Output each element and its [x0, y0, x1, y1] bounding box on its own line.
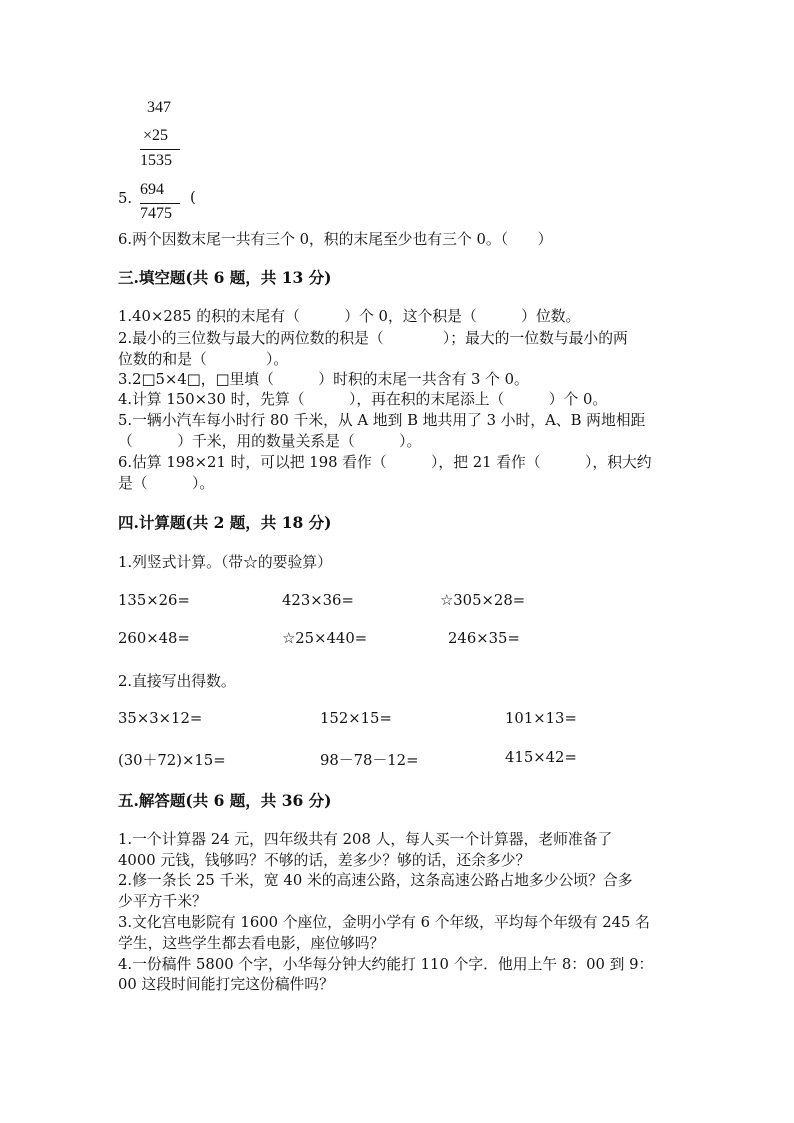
answer-line-7: 4.一份稿件 5800 个字，小华每分钟大约能打 110 个字．他用上午 8：00 到 9： — [118, 956, 654, 973]
final-product: 7475 — [140, 205, 172, 222]
fill-line-7: （ ）千米，用的数量关系是（ ）。 — [118, 433, 422, 450]
answer-line-6: 学生，这些学生都去看电影，座位够吗？ — [118, 935, 385, 952]
direct-calc-item: (30＋72)×15= — [118, 752, 226, 769]
fill-line-2: 2.最小的三位数与最大的两位数的积是（ ）；最大的一位数与最小的两 — [118, 330, 628, 347]
fill-line-1: 1.40×285 的积的末尾有（ ）个 0，这个积是（ ）位数。 — [118, 308, 581, 325]
calc-item: 260×48= — [118, 630, 190, 647]
answer-line-3: 2.修一条长 25 千米，宽 40 米的高速公路，这条高速公路占地多少公顷？合多 — [118, 872, 633, 889]
answer-line-2: 4000 元钱，钱够吗？不够的话，差多少？够的话，还余多少？ — [118, 852, 531, 869]
calc-item: ☆305×28= — [440, 592, 526, 609]
multiplicand: 347 — [147, 99, 171, 116]
calc-item: ☆25×440= — [282, 630, 368, 647]
fill-line-3: 位数的和是（ ）。 — [118, 351, 289, 368]
fill-line-9: 是（ ）。 — [118, 475, 215, 492]
fill-line-5: 4.计算 150×30 时，先算（ ），再在积的末尾添上（ ）个 0。 — [118, 391, 608, 408]
direct-calc-item: 101×13= — [505, 710, 577, 727]
section-5-title: 五.解答题(共 6 题，共 36 分) — [118, 791, 332, 810]
direct-calc-item: 152×15= — [320, 710, 392, 727]
answer-line-5: 3.文化宫电影院有 1600 个座位，金明小学有 6 个年级，平均每个年级有 245 名 — [118, 914, 650, 931]
direct-calc-item: 35×3×12= — [118, 710, 203, 727]
calc-item: 246×35= — [448, 630, 520, 647]
multiplier: ×25 — [143, 127, 169, 144]
direct-calc-item: 98－78－12= — [320, 752, 419, 769]
section-3-title: 三.填空题(共 6 题，共 13 分) — [118, 268, 332, 287]
calc-question-2: 2.直接写出得数。 — [118, 673, 236, 690]
fill-line-6: 5.一辆小汽车每小时行 80 千米，从 A 地到 B 地共用了 3 小时，A、B 两地相距 — [118, 412, 646, 429]
calc-question-1: 1.列竖式计算。（带☆的要验算） — [118, 554, 332, 571]
judgement-item-6: 6.两个因数末尾一共有三个 0，积的末尾至少也有三个 0。（ ） — [118, 231, 553, 248]
item-5-number: 5. — [118, 190, 133, 207]
answer-line-8: 00 这段时间能打完这份稿件吗？ — [118, 976, 334, 993]
direct-calc-item: 415×42= — [505, 749, 577, 766]
multiplication-rule-2 — [140, 203, 180, 204]
answer-line-4: 少平方千米？ — [118, 893, 207, 910]
fill-line-4: 3.2□5×4□，□里填（ ）时积的末尾一共含有 3 个 0。 — [118, 371, 529, 388]
fill-line-8: 6.估算 198×21 时，可以把 198 看作（ ），把 21 看作（ ），积大约 — [118, 454, 652, 471]
multiplication-rule-1 — [140, 149, 180, 150]
partial-product-2: 694 — [140, 181, 164, 198]
calc-item: 423×36= — [282, 592, 354, 609]
item-5-paren: ( — [190, 189, 196, 206]
partial-product-1: 1535 — [140, 152, 172, 169]
section-4-title: 四.计算题(共 2 题，共 18 分) — [118, 513, 332, 532]
answer-line-1: 1.一个计算器 24 元，四年级共有 208 人，每人买一个计算器，老师准备了 — [118, 831, 613, 848]
calc-item: 135×26= — [118, 592, 190, 609]
